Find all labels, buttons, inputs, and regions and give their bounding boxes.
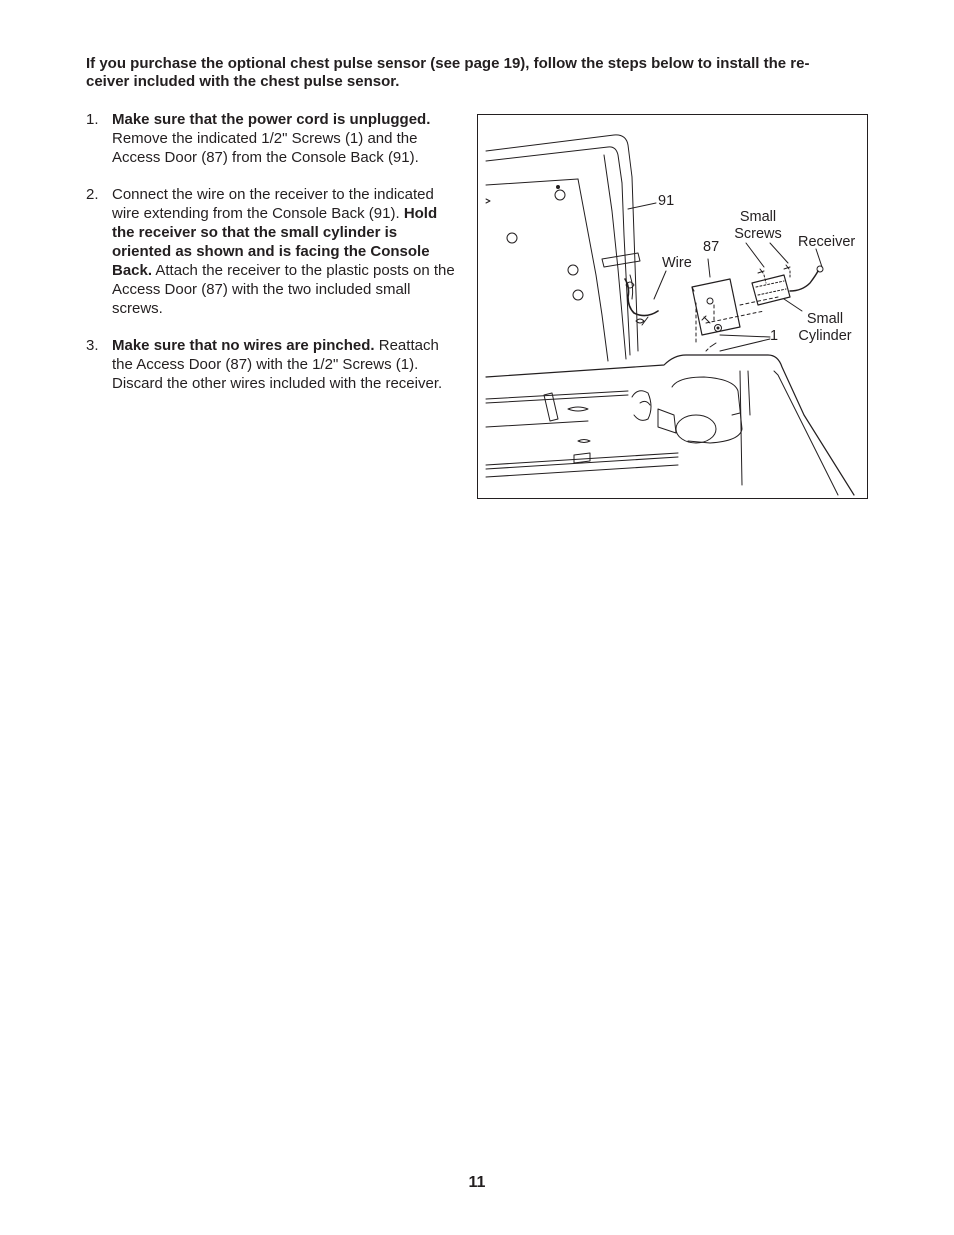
step-text: Remove the indicated 1/2" Screws (1) and the Access Door (87) from the Console Back (91). [112,130,419,166]
step-number: 3. [86,337,99,354]
callout-receiver: Receiver [798,234,856,250]
callout-small-screws [728,209,788,243]
callout-small-cylinder [794,311,856,345]
step-3 [86,336,458,393]
step-body [112,336,458,393]
step-text: Connect the wire on the receiver to the indicated wire extending from the Console Back (91). [112,186,434,222]
callout-text: Small Screws [734,209,782,242]
intro-paragraph: If you purchase the optional chest pulse sensor (see page 19), follow the steps below to install the re- ceiver included with the chest pulse sensor. [86,55,810,90]
step-text: Attach the receiver to the plastic posts on the Access Door (87) with the two included small screws. [112,262,455,317]
assembly-figure [477,114,868,499]
step-text: Reattach the Access Door (87) with the 1/2" Screws (1). Discard the other wires included with the receiver. [112,337,443,392]
instruction-steps [86,110,458,411]
assembly-drawing [478,115,868,499]
callout-1: 1 [770,328,779,344]
step-bold-text: Hold the receiver so that the small cylinder is oriented as shown and is facing the Console Back. [112,205,438,279]
callout-wire: Wire [662,255,692,271]
callout-text: Small Cylinder [798,311,852,344]
step-number: 2. [86,186,99,203]
step-number: 1. [86,111,99,128]
step-bold-text: Make sure that the power cord is unplugged. [112,111,431,128]
step-body [112,110,458,167]
page-number: 11 [468,1174,486,1191]
step-body [112,185,458,318]
step-1 [86,110,458,167]
step-2 [86,185,458,318]
callout-91: 91 [658,193,675,209]
callout-87: 87 [703,239,720,255]
step-bold-text: Make sure that no wires are pinched. [112,337,375,354]
